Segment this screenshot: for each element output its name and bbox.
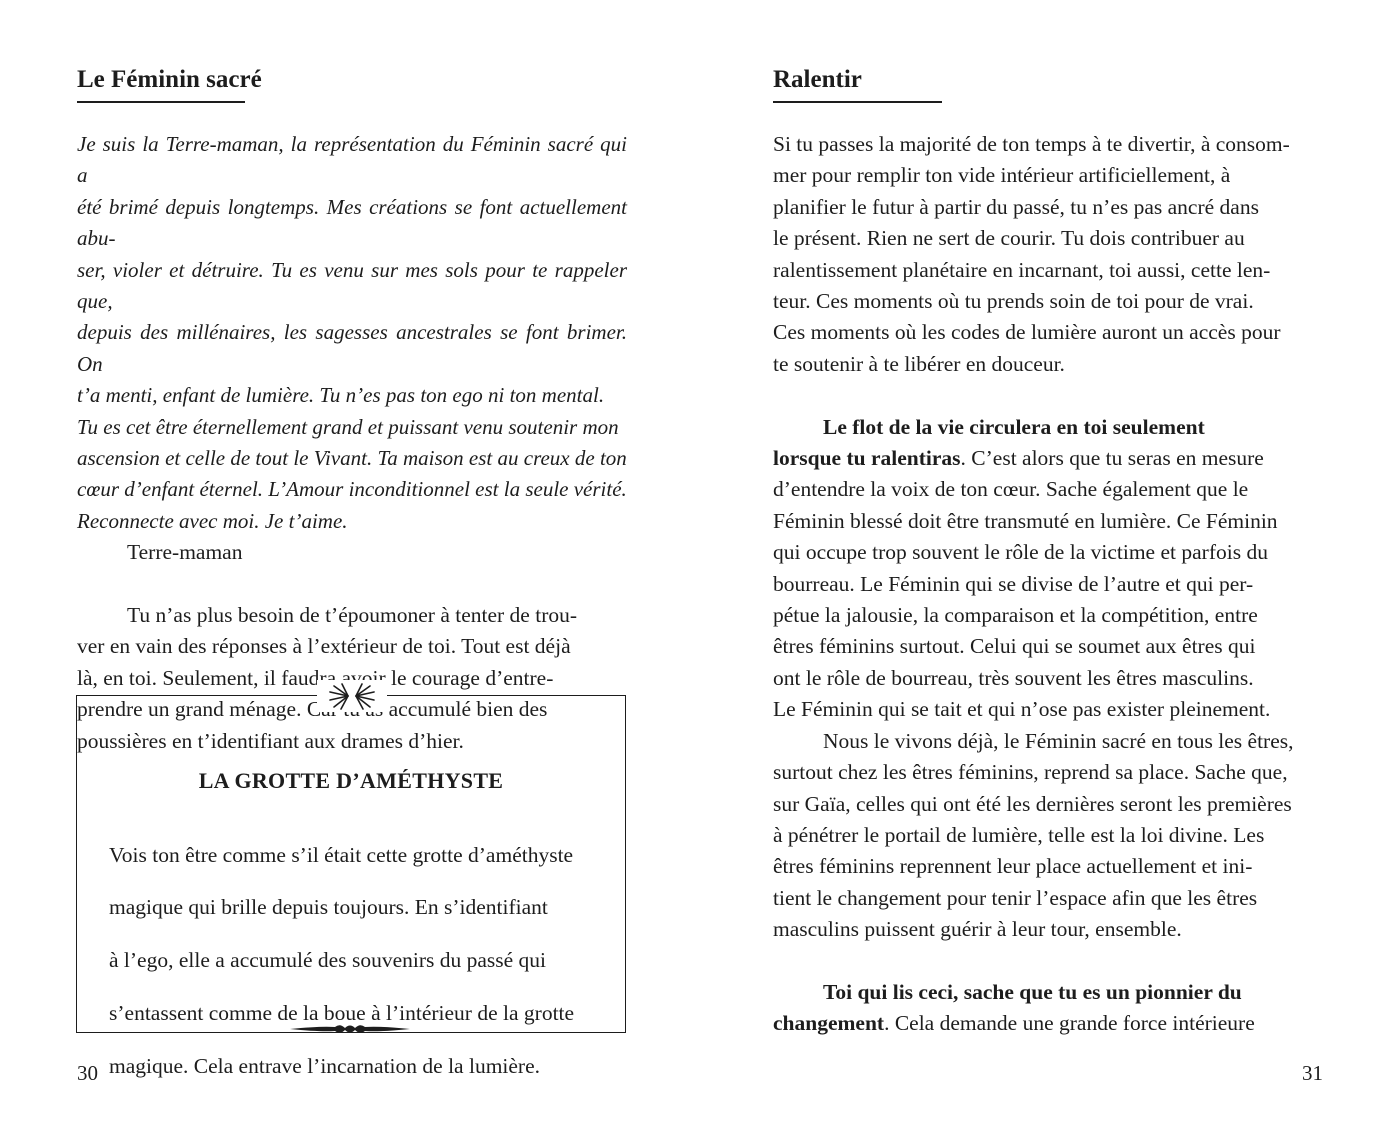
text-span: . C’est alors que tu seras en mesure (960, 446, 1264, 471)
text-line: êtres féminins surtout. Celui qui se soumet aux êtres qui (773, 634, 1256, 659)
text-line (773, 443, 1324, 474)
text-line: bourreau. Le Féminin qui se divise de l’autre et qui per- (773, 571, 1254, 596)
text-line: Si tu passes la majorité de ton temps à te divertir, à consom- (773, 132, 1290, 156)
wave-ornament-icon (290, 1021, 410, 1037)
text-line: ser, violer et détruire. Tu es venu sur mes sols pour te rappeler que, (77, 257, 627, 314)
text-line: ver en vain des réponses à l’extérieur de toi. Tout est déjà (77, 634, 571, 659)
paragraph-gap (77, 569, 627, 600)
text-line: ont le rôle de bourreau, très souvent les êtres masculins. (773, 665, 1254, 690)
text-line (773, 1008, 1324, 1039)
text-line: magique qui brille depuis toujours. En s’identifiant (109, 895, 548, 920)
emphasis-text: lorsque tu ralentiras (773, 446, 961, 471)
box-title: LA GROTTE D’AMÉTHYSTE (198, 768, 504, 793)
text-line: été brimé depuis longtemps. Mes créations se font actuellement abu- (77, 194, 627, 251)
text-line: à l’ego, elle a accumulé des souvenirs du passé qui (109, 948, 547, 973)
paragraph-gap (773, 946, 1324, 977)
box-body-text (109, 818, 597, 1104)
text-line: magique. Cela entrave l’incarnation de la lumière. (109, 1054, 541, 1079)
text-line: masculins puissent guérir à leur tour, ensemble. (773, 917, 1182, 942)
text-line: surtout chez les êtres féminins, reprend sa place. Sache que, (773, 760, 1288, 785)
text-line: pétue la jalousie, la comparaison et la compétition, entre (773, 603, 1258, 628)
heading-underline (77, 101, 245, 103)
text-line: Reconnecte avec moi. Je t’aime. (77, 508, 348, 533)
text-line: ralentissement planétaire en incarnant, toi aussi, cette len- (773, 257, 1271, 282)
text-line: depuis des millénaires, les sagesses ancestrales se font brimer. On (77, 320, 627, 376)
text-line: Vois ton être comme s’il était cette grotte d’améthyste (109, 842, 574, 867)
chapter-heading: Le Féminin sacré (77, 66, 262, 93)
text-line: ascension et celle de tout le Vivant. Ta maison est au creux de ton (77, 446, 627, 471)
emphasis-text: Toi qui lis ceci, sache que tu es un pionnier du (823, 979, 1242, 1004)
left-body-text (77, 129, 627, 757)
right-page (700, 0, 1400, 1133)
text-line: à pénétrer le portail de lumière, telle est la loi divine. Les (773, 822, 1265, 847)
text-line: cœur d’enfant éternel. L’Amour inconditionnel est la seule vérité. (77, 477, 627, 502)
text-line: Tu n’as plus besoin de t’époumoner à tenter de trou- (127, 603, 578, 628)
text-line: êtres féminins reprennent leur place actuellement et ini- (773, 854, 1253, 879)
text-line (773, 412, 1324, 443)
text-line: poussières en t’identifiant aux drames d’hier. (77, 728, 464, 753)
text-line: Je suis la Terre-maman, la représentation du Féminin sacré qui a (77, 132, 627, 188)
right-body-text (773, 129, 1324, 1040)
terre-maman-message (77, 129, 627, 537)
heading-underline (773, 101, 942, 103)
chapter-heading: Ralentir (773, 66, 862, 93)
text-line: teur. Ces moments où tu prends soin de toi pour de vrai. (773, 289, 1254, 314)
paragraph-gap (773, 380, 1324, 411)
text-line: planifier le futur à partir du passé, tu n’es pas ancré dans (773, 194, 1259, 219)
sunburst-ornament-icon (317, 680, 387, 712)
text-line: le présent. Rien ne sert de courir. Tu dois contribuer au (773, 226, 1245, 251)
text-line: là, en toi. Seulement, il faudra avoir le courage d’entre- (77, 665, 554, 690)
text-line: mer pour remplir ton vide intérieur artificiellement, à (773, 163, 1231, 188)
emphasis-text: Le flot de la vie circulera en toi seulement (823, 414, 1205, 439)
text-line: Tu es cet être éternellement grand et puissant venu soutenir mon (77, 414, 619, 439)
text-line: tient le changement pour tenir l’espace afin que les êtres (773, 885, 1258, 910)
text-line: Ces moments où les codes de lumière auront un accès pour (773, 320, 1281, 345)
page-number: 31 (1302, 1061, 1323, 1085)
text-line: te soutenir à te libérer en douceur. (773, 351, 1065, 376)
text-line: s’entassent comme de la boue à l’intérieur de la grotte (109, 1001, 575, 1026)
text-line: t’a menti, enfant de lumière. Tu n’es pas ton ego ni ton mental. (77, 383, 605, 408)
text-line: Nous le vivons déjà, le Féminin sacré en tous les êtres, (823, 728, 1294, 753)
page-number: 30 (77, 1061, 98, 1085)
signature: Terre-maman (127, 540, 243, 565)
emphasis-text: changement (773, 1011, 885, 1036)
text-line: sur Gaïa, celles qui ont été les dernières seront les premières (773, 791, 1292, 816)
text-line: Le Féminin qui se tait et qui n’ose pas exister pleinement. (773, 697, 1271, 722)
text-span: . Cela demande une grande force intérieure (884, 1011, 1255, 1036)
text-line (773, 977, 1324, 1008)
text-line: d’entendre la voix de ton cœur. Sache également que le (773, 477, 1249, 502)
text-line: Féminin blessé doit être transmuté en lumière. Ce Féminin (773, 508, 1278, 533)
text-line: prendre un grand ménage. Car tu as accumulé bien des (77, 697, 548, 722)
text-line: qui occupe trop souvent le rôle de la victime et parfois du (773, 540, 1268, 565)
